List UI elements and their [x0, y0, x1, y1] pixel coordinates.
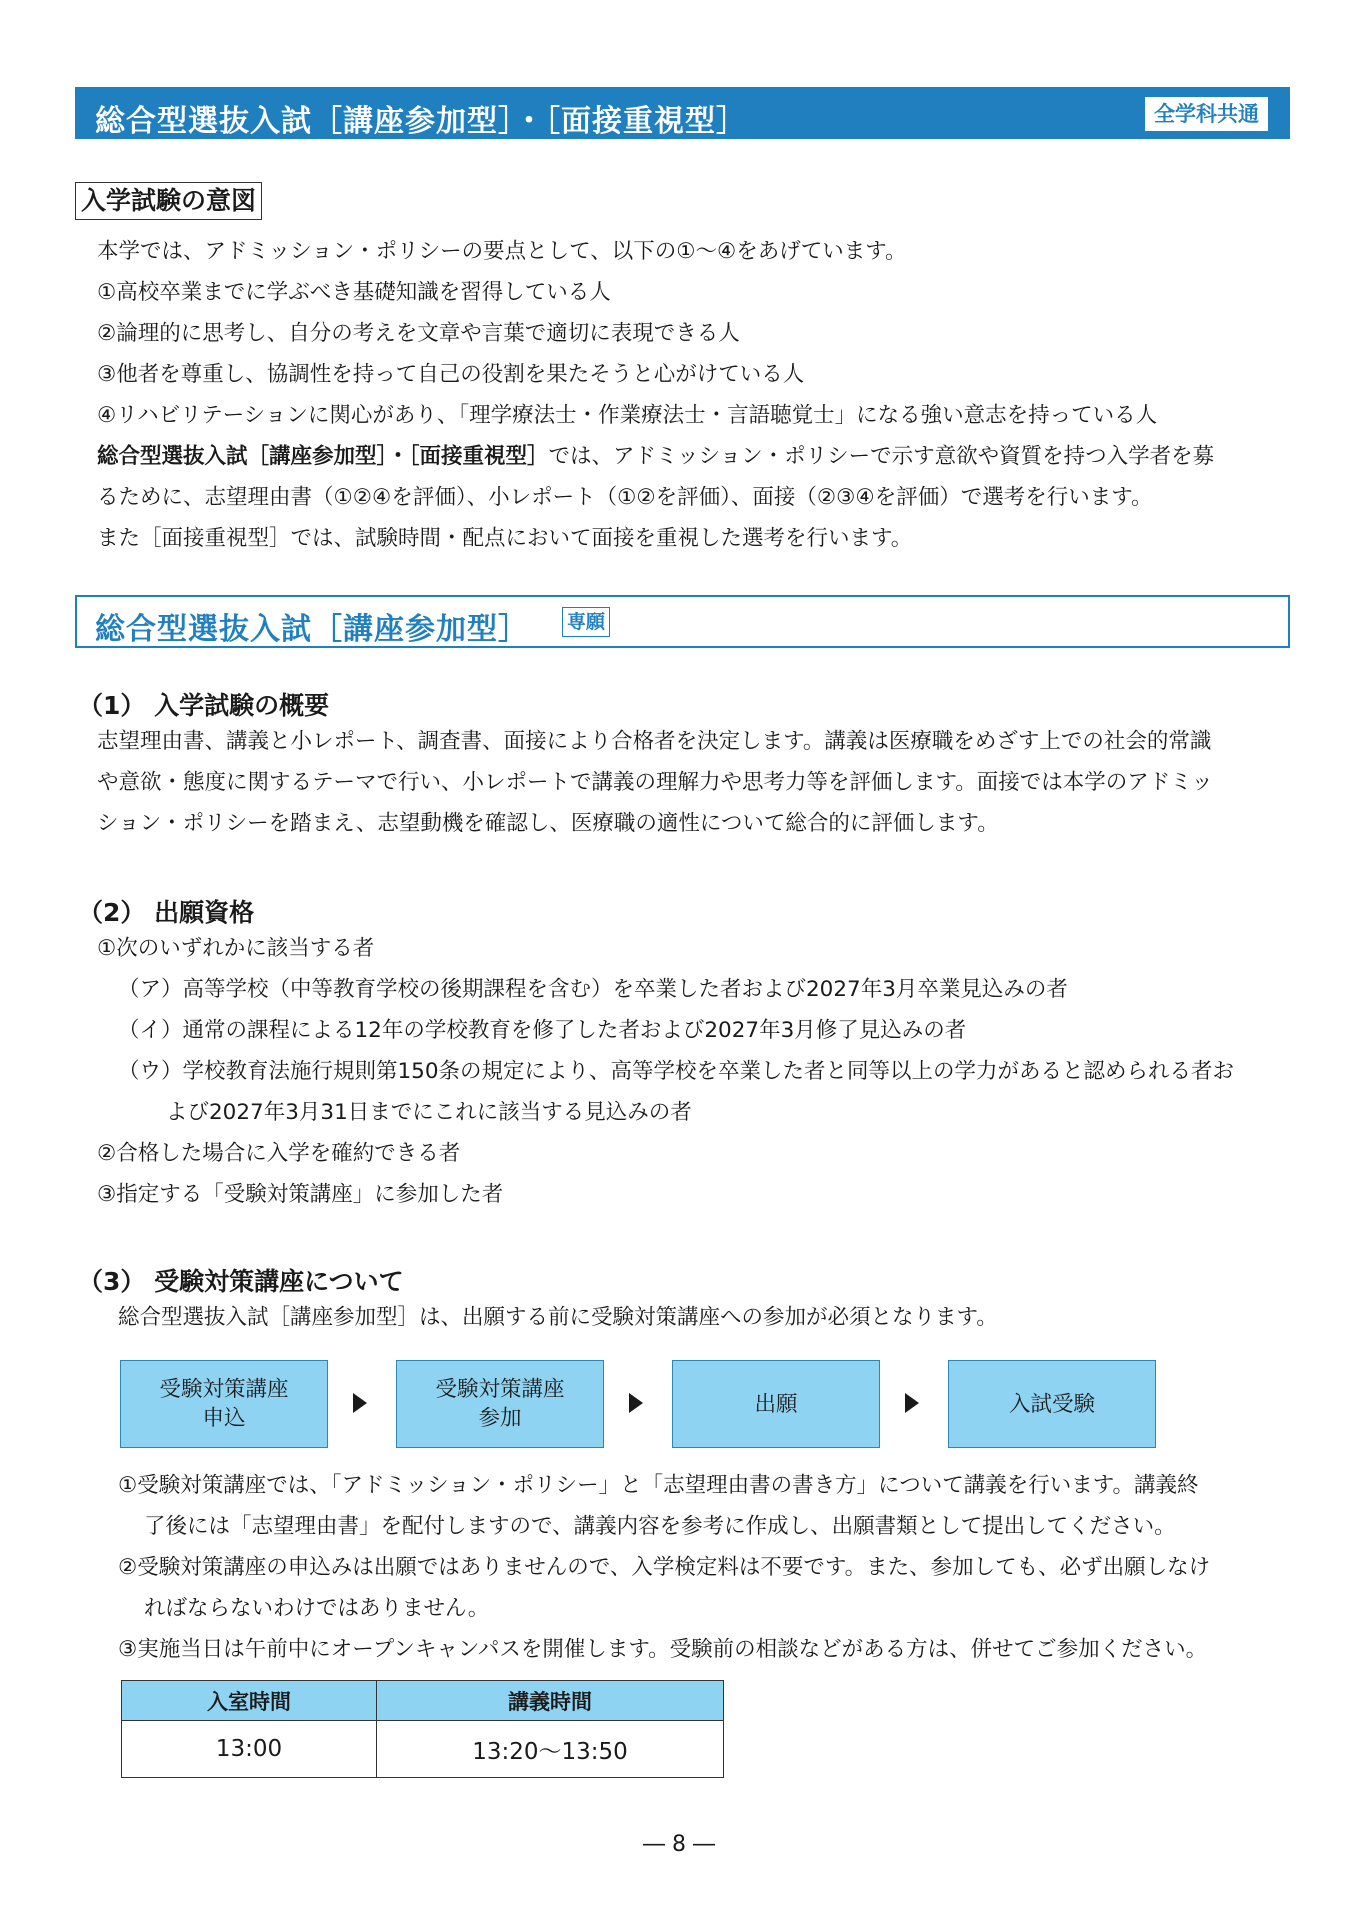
flow-step-application [672, 1360, 880, 1448]
intent-line-5: ④リハビリテーションに関心があり、「理学療法士・作業療法士・言語聴覚士」になる強い意志を持っている人 [97, 403, 1158, 428]
course-note-1-cont: 了後には「志望理由書」を配付しますので、講義内容を参考に作成し、出願書類として提出してください。 [144, 1514, 1176, 1539]
page-title-bar [75, 87, 1290, 139]
overview-heading: （1） 入学試験の概要 [78, 691, 330, 720]
table-cell-entry-time: 13:00 [122, 1721, 377, 1778]
flow-step-attend-course [396, 1360, 604, 1448]
intent-line-6 [97, 436, 1214, 477]
intent-label: 入学試験の意図 [75, 182, 262, 220]
intent-bold-lead: 総合型選抜入試［講座参加型］・［面接重視型］ [97, 444, 549, 469]
course-heading: （3） 受験対策講座について [78, 1267, 404, 1296]
eligibility-sub-i: （イ）通常の課程による12年の学校教育を修了した者および2027年3月修了見込みの者 [118, 1018, 967, 1043]
course-note-1: ①受験対策講座では、「アドミッション・ポリシー」と「志望理由書の書き方」について講義を行います。講義終 [118, 1473, 1199, 1498]
intent-line-8: また［面接重視型］では、試験時間・配点において面接を重視した選考を行います。 [97, 526, 913, 551]
eligibility-sub-u: （ウ）学校教育法施行規則第150条の規定により、高等学校を卒業した者と同等以上の学力があると認められる者お [118, 1059, 1235, 1084]
course-intro: 総合型選抜入試［講座参加型］は、出願する前に受験対策講座への参加が必須となります。 [118, 1305, 998, 1330]
intent-line-3: ②論理的に思考し、自分の考えを文章や言葉で適切に表現できる人 [97, 321, 740, 346]
eligibility-heading: （2） 出願資格 [78, 898, 255, 927]
eligibility-sub-a: （ア）高等学校（中等教育学校の後期課程を含む）を卒業した者および2027年3月卒業見込みの者 [118, 977, 1068, 1002]
course-note-2-cont: ればならないわけではありません。 [144, 1596, 490, 1621]
intent-line-7: るために、志望理由書（①②④を評価）、小レポート（①②を評価）、面接（②③④を評価）で選考を行います。 [97, 485, 1153, 510]
overview-line-3: ション・ポリシーを踏まえ、志望動機を確認し、医療職の適性について総合的に評価します。 [97, 811, 999, 836]
flow-step-line2: 申込 [202, 1406, 246, 1431]
flow-step-line1: 受験対策講座 [159, 1377, 289, 1402]
all-departments-badge: 全学科共通 [1145, 97, 1268, 131]
flow-step-line1: 受験対策講座 [435, 1377, 565, 1402]
intent-line-2: ①高校卒業までに学ぶべき基礎知識を習得している人 [97, 280, 611, 305]
section-title: 総合型選抜入試［講座参加型］ [95, 612, 529, 647]
exclusive-badge: 専願 [562, 607, 610, 637]
intent-line-1: 本学では、アドミッション・ポリシーの要点として、以下の①〜④をあげています。 [97, 239, 907, 264]
course-note-3: ③実施当日は午前中にオープンキャンパスを開催します。受験前の相談などがある方は、併せてご参加ください。 [118, 1637, 1208, 1662]
eligibility-item-1: ①次のいずれかに該当する者 [97, 936, 375, 961]
intent-line-6-rest: では、アドミッション・ポリシーで示す意欲や資質を持つ入学者を募 [548, 444, 1215, 469]
eligibility-sub-u-cont: よび2027年3月31日までにこれに該当する見込みの者 [166, 1100, 692, 1125]
overview-line-1: 志望理由書、講義と小レポート、調査書、面接により合格者を決定します。講義は医療職をめざす上での社会的常識 [97, 729, 1212, 754]
page-number: ― 8 ― [643, 1832, 715, 1857]
course-note-2: ②受験対策講座の申込みは出願ではありませんので、入学検定料は不要です。また、参加しても、必ず出願しなけ [118, 1555, 1211, 1580]
flow-arrow-icon [905, 1393, 919, 1413]
intent-line-4: ③他者を尊重し、協調性を持って自己の役割を果たそうと心がけている人 [97, 362, 805, 387]
flow-step-exam [948, 1360, 1156, 1448]
table-cell-lecture-time: 13:20〜13:50 [377, 1721, 724, 1778]
section-title-box [75, 595, 1290, 648]
table-header-entry-time: 入室時間 [122, 1681, 377, 1721]
schedule-table [121, 1680, 724, 1778]
flow-arrow-icon [353, 1393, 367, 1413]
overview-line-2: や意欲・態度に関するテーマで行い、小レポートで講義の理解力や思考力等を評価します。面接では本学のアドミッ [97, 770, 1213, 795]
eligibility-item-2: ②合格した場合に入学を確約できる者 [97, 1141, 461, 1166]
eligibility-item-3: ③指定する「受験対策講座」に参加した者 [97, 1182, 504, 1207]
page-title: 総合型選抜入試［講座参加型］・［面接重視型］ [95, 104, 747, 139]
flow-step-line1: 出願 [754, 1391, 798, 1417]
table-header-row [122, 1681, 724, 1721]
flow-step-line1: 入試受験 [1008, 1391, 1095, 1417]
flow-step-apply-course [120, 1360, 328, 1448]
flow-step-line2: 参加 [478, 1406, 522, 1431]
table-row [122, 1721, 724, 1778]
flow-arrow-icon [629, 1393, 643, 1413]
table-header-lecture-time: 講義時間 [377, 1681, 724, 1721]
